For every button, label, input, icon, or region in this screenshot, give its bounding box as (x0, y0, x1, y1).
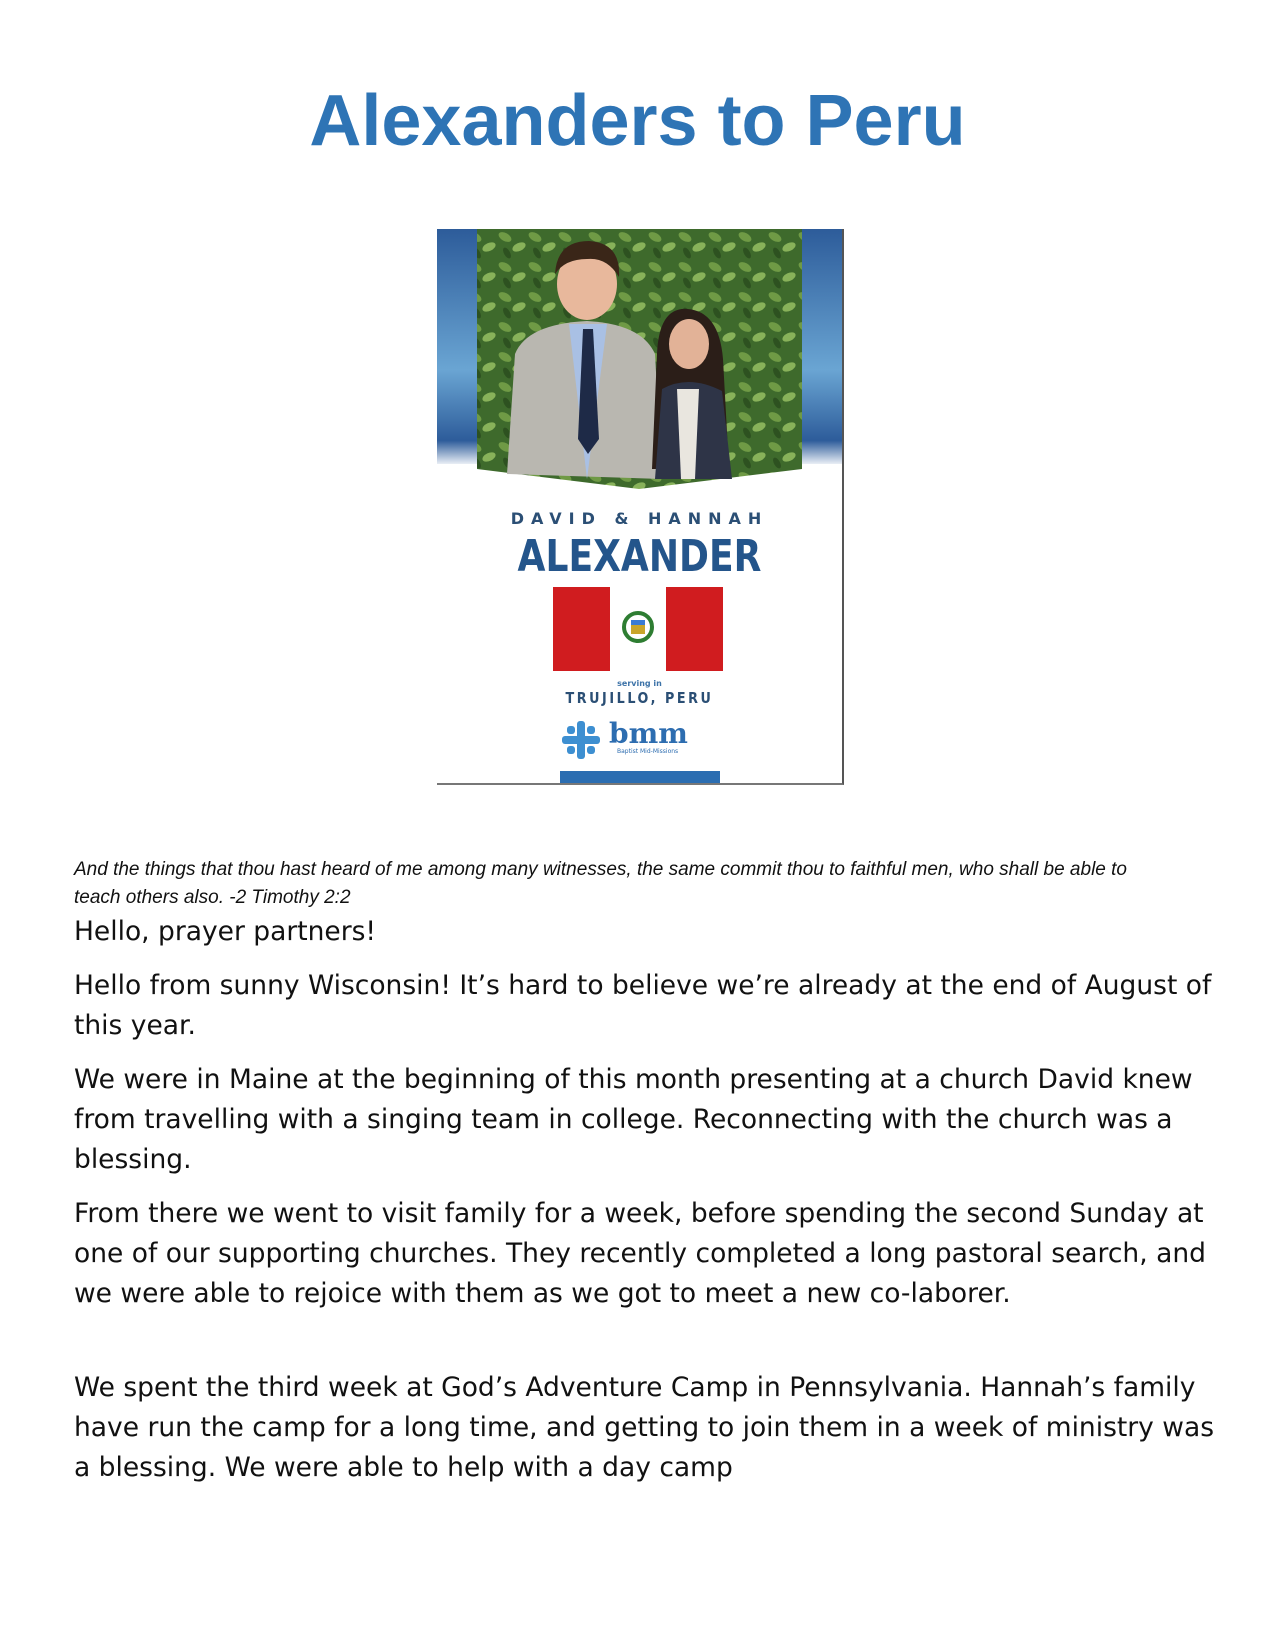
body-paragraph: We were in Maine at the beginning of this month presenting at a church David knew from travelling with a singing team in college. Reconnecting with the church was a blessing. (74, 1064, 1193, 1175)
card-location: TRUJILLO, PERU (565, 689, 714, 707)
body-paragraph: From there we went to visit family for a week, before spending the second Sunday at one of our supporting churches. They recently completed a long pastoral search, and we were able to rejoice with them as we got to meet a new co-laborer. (74, 1198, 1206, 1309)
bmm-logo-icon (560, 719, 602, 761)
card-first-names: DAVID & HANNAH (510, 509, 769, 528)
couple-photo (437, 229, 842, 499)
body-paragraph: We spent the third week at God’s Adventure Camp in Pennsylvania. Hannah’s family have run the camp for a long time, and getting to join them in a week of ministry was a blessing. We were able to help with a day camp (74, 1372, 1215, 1483)
scripture-verse: And the things that thou hast heard of me among many witnesses, the same commit thou to faithful men, who shall be able to teach others also. -2 Timothy 2:2 (74, 859, 1127, 908)
body-paragraph: Hello from sunny Wisconsin! It’s hard to believe we’re already at the end of August of this year. (74, 970, 1212, 1041)
missionary-prayer-card (437, 229, 844, 785)
bmm-logo-subtext: Baptist Mid-Missions (617, 748, 679, 755)
peru-flag-icon (553, 587, 723, 671)
card-surname: ALEXANDER (517, 531, 762, 582)
card-serving-label: serving in (617, 679, 662, 688)
card-footer-bar (560, 771, 720, 783)
page-title: Alexanders to Peru (309, 81, 966, 161)
greeting-paragraph: Hello, prayer partners! (74, 916, 377, 947)
bmm-logo-text: bmm (609, 717, 688, 750)
